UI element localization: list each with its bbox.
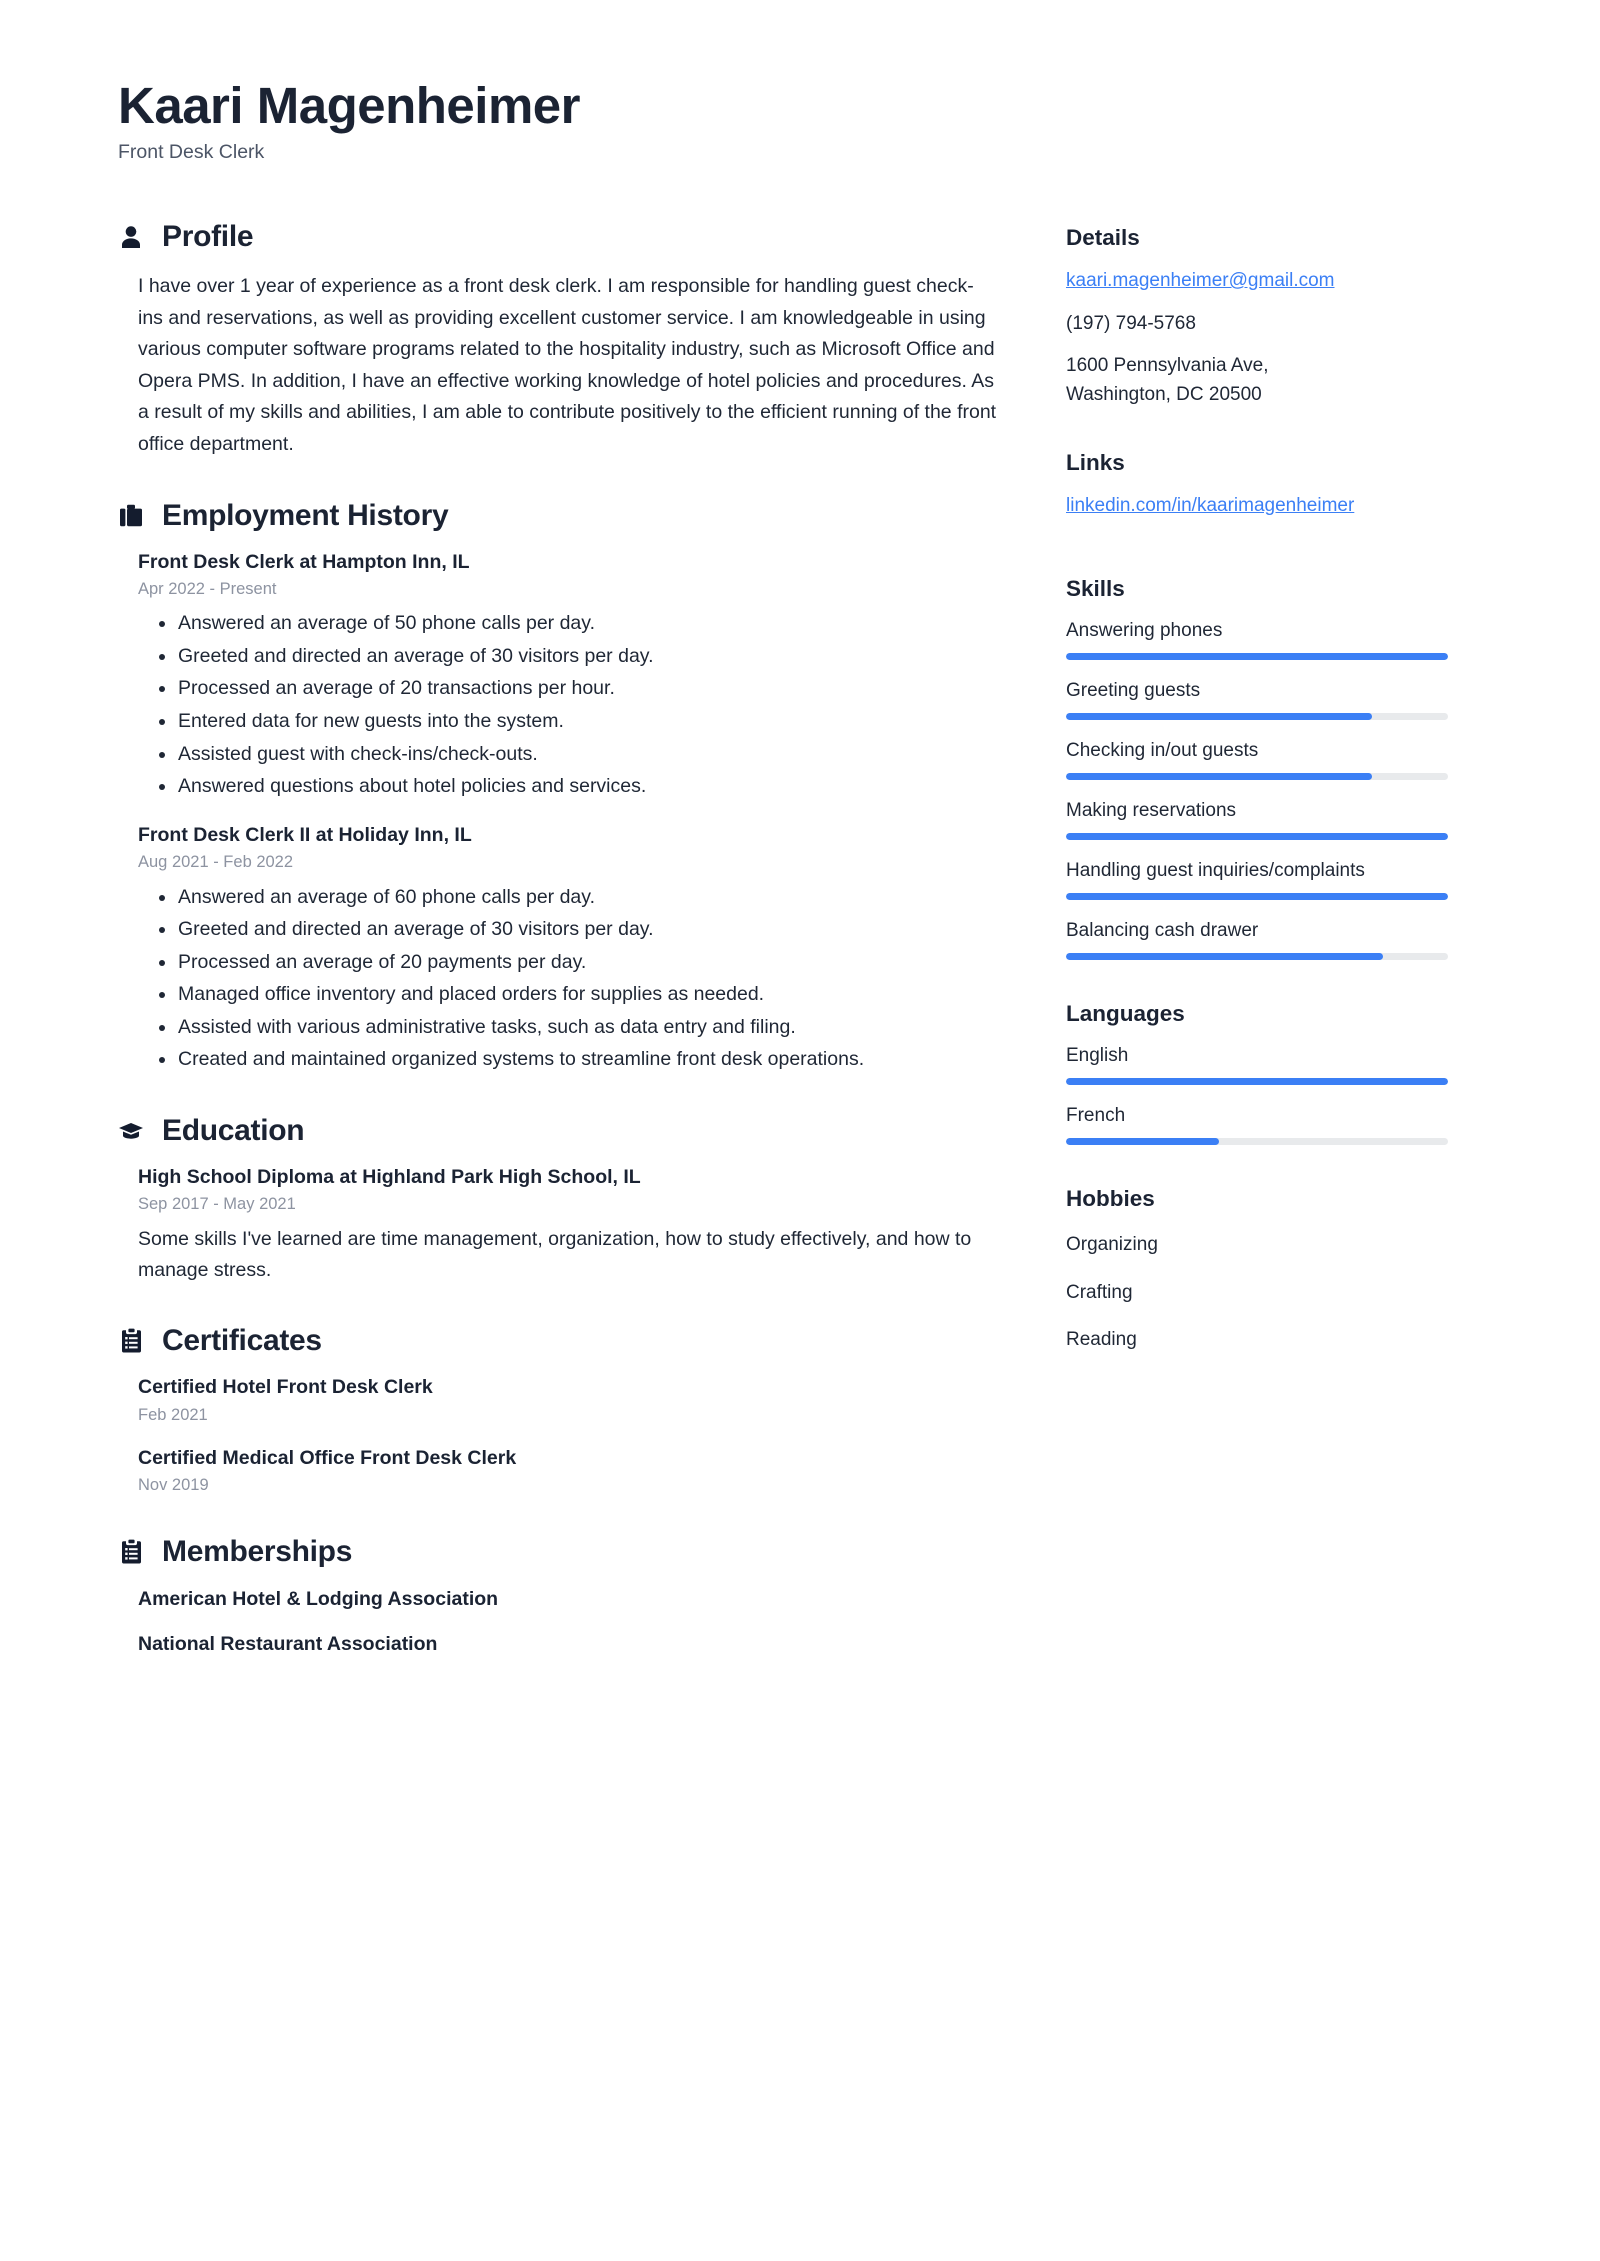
- language-label: English: [1066, 1045, 1129, 1067]
- employment-entry-title: Front Desk Clerk at Hampton Inn, IL: [138, 550, 470, 573]
- linkedin-link[interactable]: linkedin.com/in/kaarimagenheimer: [1066, 495, 1355, 517]
- skill-item: [1066, 738, 1448, 780]
- employment-entry-bullets: [138, 882, 998, 1076]
- section-employment: [118, 499, 998, 1077]
- section-certificates-body: [118, 1375, 998, 1497]
- section-profile-body: [118, 271, 998, 460]
- section-employment-header: [118, 499, 998, 532]
- sidebar-skills-title: Skills: [1066, 575, 1125, 601]
- employment-entry-title: Front Desk Clerk II at Holiday Inn, IL: [138, 823, 472, 846]
- person-icon: [118, 223, 144, 251]
- sidebar-hobbies-title: Hobbies: [1066, 1186, 1155, 1212]
- section-profile-header: [118, 220, 998, 253]
- language-bar-track: [1066, 1138, 1448, 1145]
- employment-entry: [138, 823, 998, 1076]
- clipboard-list-icon: [118, 1537, 144, 1565]
- skill-bar-track: [1066, 953, 1448, 960]
- skill-label: Making reservations: [1066, 799, 1237, 821]
- section-education: [118, 1114, 998, 1286]
- education-entry-date: Sep 2017 - May 2021: [138, 1195, 296, 1214]
- language-bar-track: [1066, 1078, 1448, 1085]
- skill-item: [1066, 798, 1448, 840]
- sidebar-links-title: Links: [1066, 450, 1125, 476]
- education-entry-description: Some skills I've learned are time management, organization, how to study effectively, and how to manage stress.: [138, 1227, 972, 1282]
- language-bar-fill: [1066, 1078, 1448, 1085]
- certificate-title: Certified Medical Office Front Desk Clerk: [138, 1446, 517, 1469]
- skill-bar-fill: [1066, 773, 1372, 780]
- resume-body: [118, 220, 1482, 1695]
- membership-item: American Hotel & Lodging Association: [138, 1588, 499, 1611]
- section-education-header: [118, 1114, 998, 1147]
- address-line-1: 1600 Pennsylvania Ave,: [1066, 355, 1269, 377]
- bullet-item: Answered an average of 60 phone calls per day.: [176, 882, 998, 914]
- certificate-entry: [138, 1446, 998, 1497]
- skill-bar-track: [1066, 653, 1448, 660]
- employment-entry-date: Apr 2022 - Present: [138, 579, 277, 598]
- resume-header: [118, 78, 1482, 164]
- section-memberships-header: [118, 1535, 998, 1568]
- hobby-item: Reading: [1066, 1329, 1137, 1351]
- skill-bar-fill: [1066, 653, 1448, 660]
- section-memberships: [118, 1535, 998, 1658]
- skill-item: [1066, 918, 1448, 960]
- bullet-item: Greeted and directed an average of 30 visitors per day.: [176, 914, 998, 946]
- candidate-job-title: Front Desk Clerk: [118, 141, 265, 164]
- bullet-item: Entered data for new guests into the system.: [176, 706, 998, 738]
- graduation-cap-icon: [118, 1117, 144, 1145]
- section-education-title: Education: [162, 1114, 305, 1148]
- skill-item: [1066, 858, 1448, 900]
- certificate-title: Certified Hotel Front Desk Clerk: [138, 1376, 433, 1399]
- skill-bar-fill: [1066, 893, 1448, 900]
- education-entry: [138, 1165, 998, 1286]
- section-education-body: [118, 1165, 998, 1286]
- bullet-item: Answered an average of 50 phone calls per day.: [176, 608, 998, 640]
- sidebar-column: [1066, 220, 1448, 1395]
- language-bar-fill: [1066, 1138, 1219, 1145]
- certificate-entry: [138, 1375, 998, 1426]
- bullet-item: Processed an average of 20 transactions per hour.: [176, 673, 998, 705]
- bullet-item: Processed an average of 20 payments per day.: [176, 947, 998, 979]
- certificate-date: Feb 2021: [138, 1405, 208, 1424]
- sidebar-languages-title: Languages: [1066, 1001, 1185, 1027]
- email-link[interactable]: kaari.magenheimer@gmail.com: [1066, 270, 1335, 292]
- bullet-item: Managed office inventory and placed orders for supplies as needed.: [176, 979, 998, 1011]
- employment-entry: [138, 550, 998, 803]
- skill-bar-track: [1066, 713, 1448, 720]
- bullet-item: Answered questions about hotel policies and services.: [176, 771, 998, 803]
- skill-bar-track: [1066, 773, 1448, 780]
- skill-label: Greeting guests: [1066, 679, 1201, 701]
- sidebar-section-details: [1066, 224, 1448, 409]
- section-profile-title: Profile: [162, 220, 254, 254]
- language-label: French: [1066, 1105, 1126, 1127]
- hobby-item: Crafting: [1066, 1281, 1133, 1303]
- section-certificates: [118, 1324, 998, 1497]
- bullet-item: Created and maintained organized systems to streamline front desk operations.: [176, 1044, 998, 1076]
- bullet-item: Assisted guest with check-ins/check-outs.: [176, 739, 998, 771]
- skill-bar-fill: [1066, 833, 1448, 840]
- section-employment-title: Employment History: [162, 498, 449, 532]
- bullet-item: Greeted and directed an average of 30 visitors per day.: [176, 641, 998, 673]
- language-item: [1066, 1103, 1448, 1145]
- certificate-date: Nov 2019: [138, 1476, 209, 1495]
- hobby-item: Organizing: [1066, 1234, 1158, 1256]
- candidate-name: Kaari Magenheimer: [118, 77, 581, 134]
- section-profile: [118, 220, 998, 460]
- skill-label: Balancing cash drawer: [1066, 919, 1259, 941]
- skill-bar-fill: [1066, 953, 1383, 960]
- skill-bar-fill: [1066, 713, 1372, 720]
- section-certificates-title: Certificates: [162, 1324, 322, 1358]
- employment-entry-bullets: [138, 608, 998, 802]
- sidebar-section-hobbies: [1066, 1185, 1448, 1355]
- section-employment-body: [118, 550, 998, 1077]
- language-item: [1066, 1043, 1448, 1085]
- skill-bar-track: [1066, 833, 1448, 840]
- phone-text: (197) 794-5768: [1066, 312, 1196, 334]
- skill-label: Answering phones: [1066, 619, 1223, 641]
- education-entry-title: High School Diploma at Highland Park High School, IL: [138, 1166, 641, 1189]
- membership-item: National Restaurant Association: [138, 1633, 438, 1656]
- skill-label: Handling guest inquiries/complaints: [1066, 859, 1365, 881]
- skill-bar-track: [1066, 893, 1448, 900]
- sidebar-section-skills: [1066, 575, 1448, 960]
- bullet-item: Assisted with various administrative tasks, such as data entry and filing.: [176, 1012, 998, 1044]
- section-memberships-title: Memberships: [162, 1534, 353, 1568]
- sidebar-details-title: Details: [1066, 225, 1140, 251]
- skill-item: [1066, 618, 1448, 660]
- section-certificates-header: [118, 1324, 998, 1357]
- skill-item: [1066, 678, 1448, 720]
- section-memberships-body: [118, 1587, 998, 1657]
- employment-entry-date: Aug 2021 - Feb 2022: [138, 853, 294, 872]
- clipboard-icon: [118, 1327, 144, 1355]
- sidebar-section-links: [1066, 449, 1448, 535]
- main-column: [118, 220, 998, 1695]
- sidebar-section-languages: [1066, 1000, 1448, 1145]
- skill-label: Checking in/out guests: [1066, 739, 1259, 761]
- briefcase-icon: [118, 501, 144, 529]
- address-line-2: Washington, DC 20500: [1066, 383, 1262, 405]
- profile-text: I have over 1 year of experience as a front desk clerk. I am responsible for handling guest check-ins and reservations, as well as providing excellent customer service. I am knowledgeable in using various computer software programs related to the hospitality industry, such as Microsoft Office and Opera PMS. In addition, I have an effective working knowledge of hotel policies and procedures. As a result of my skills and abilities, I am able to contribute positively to the efficient running of the front office department.: [138, 275, 997, 455]
